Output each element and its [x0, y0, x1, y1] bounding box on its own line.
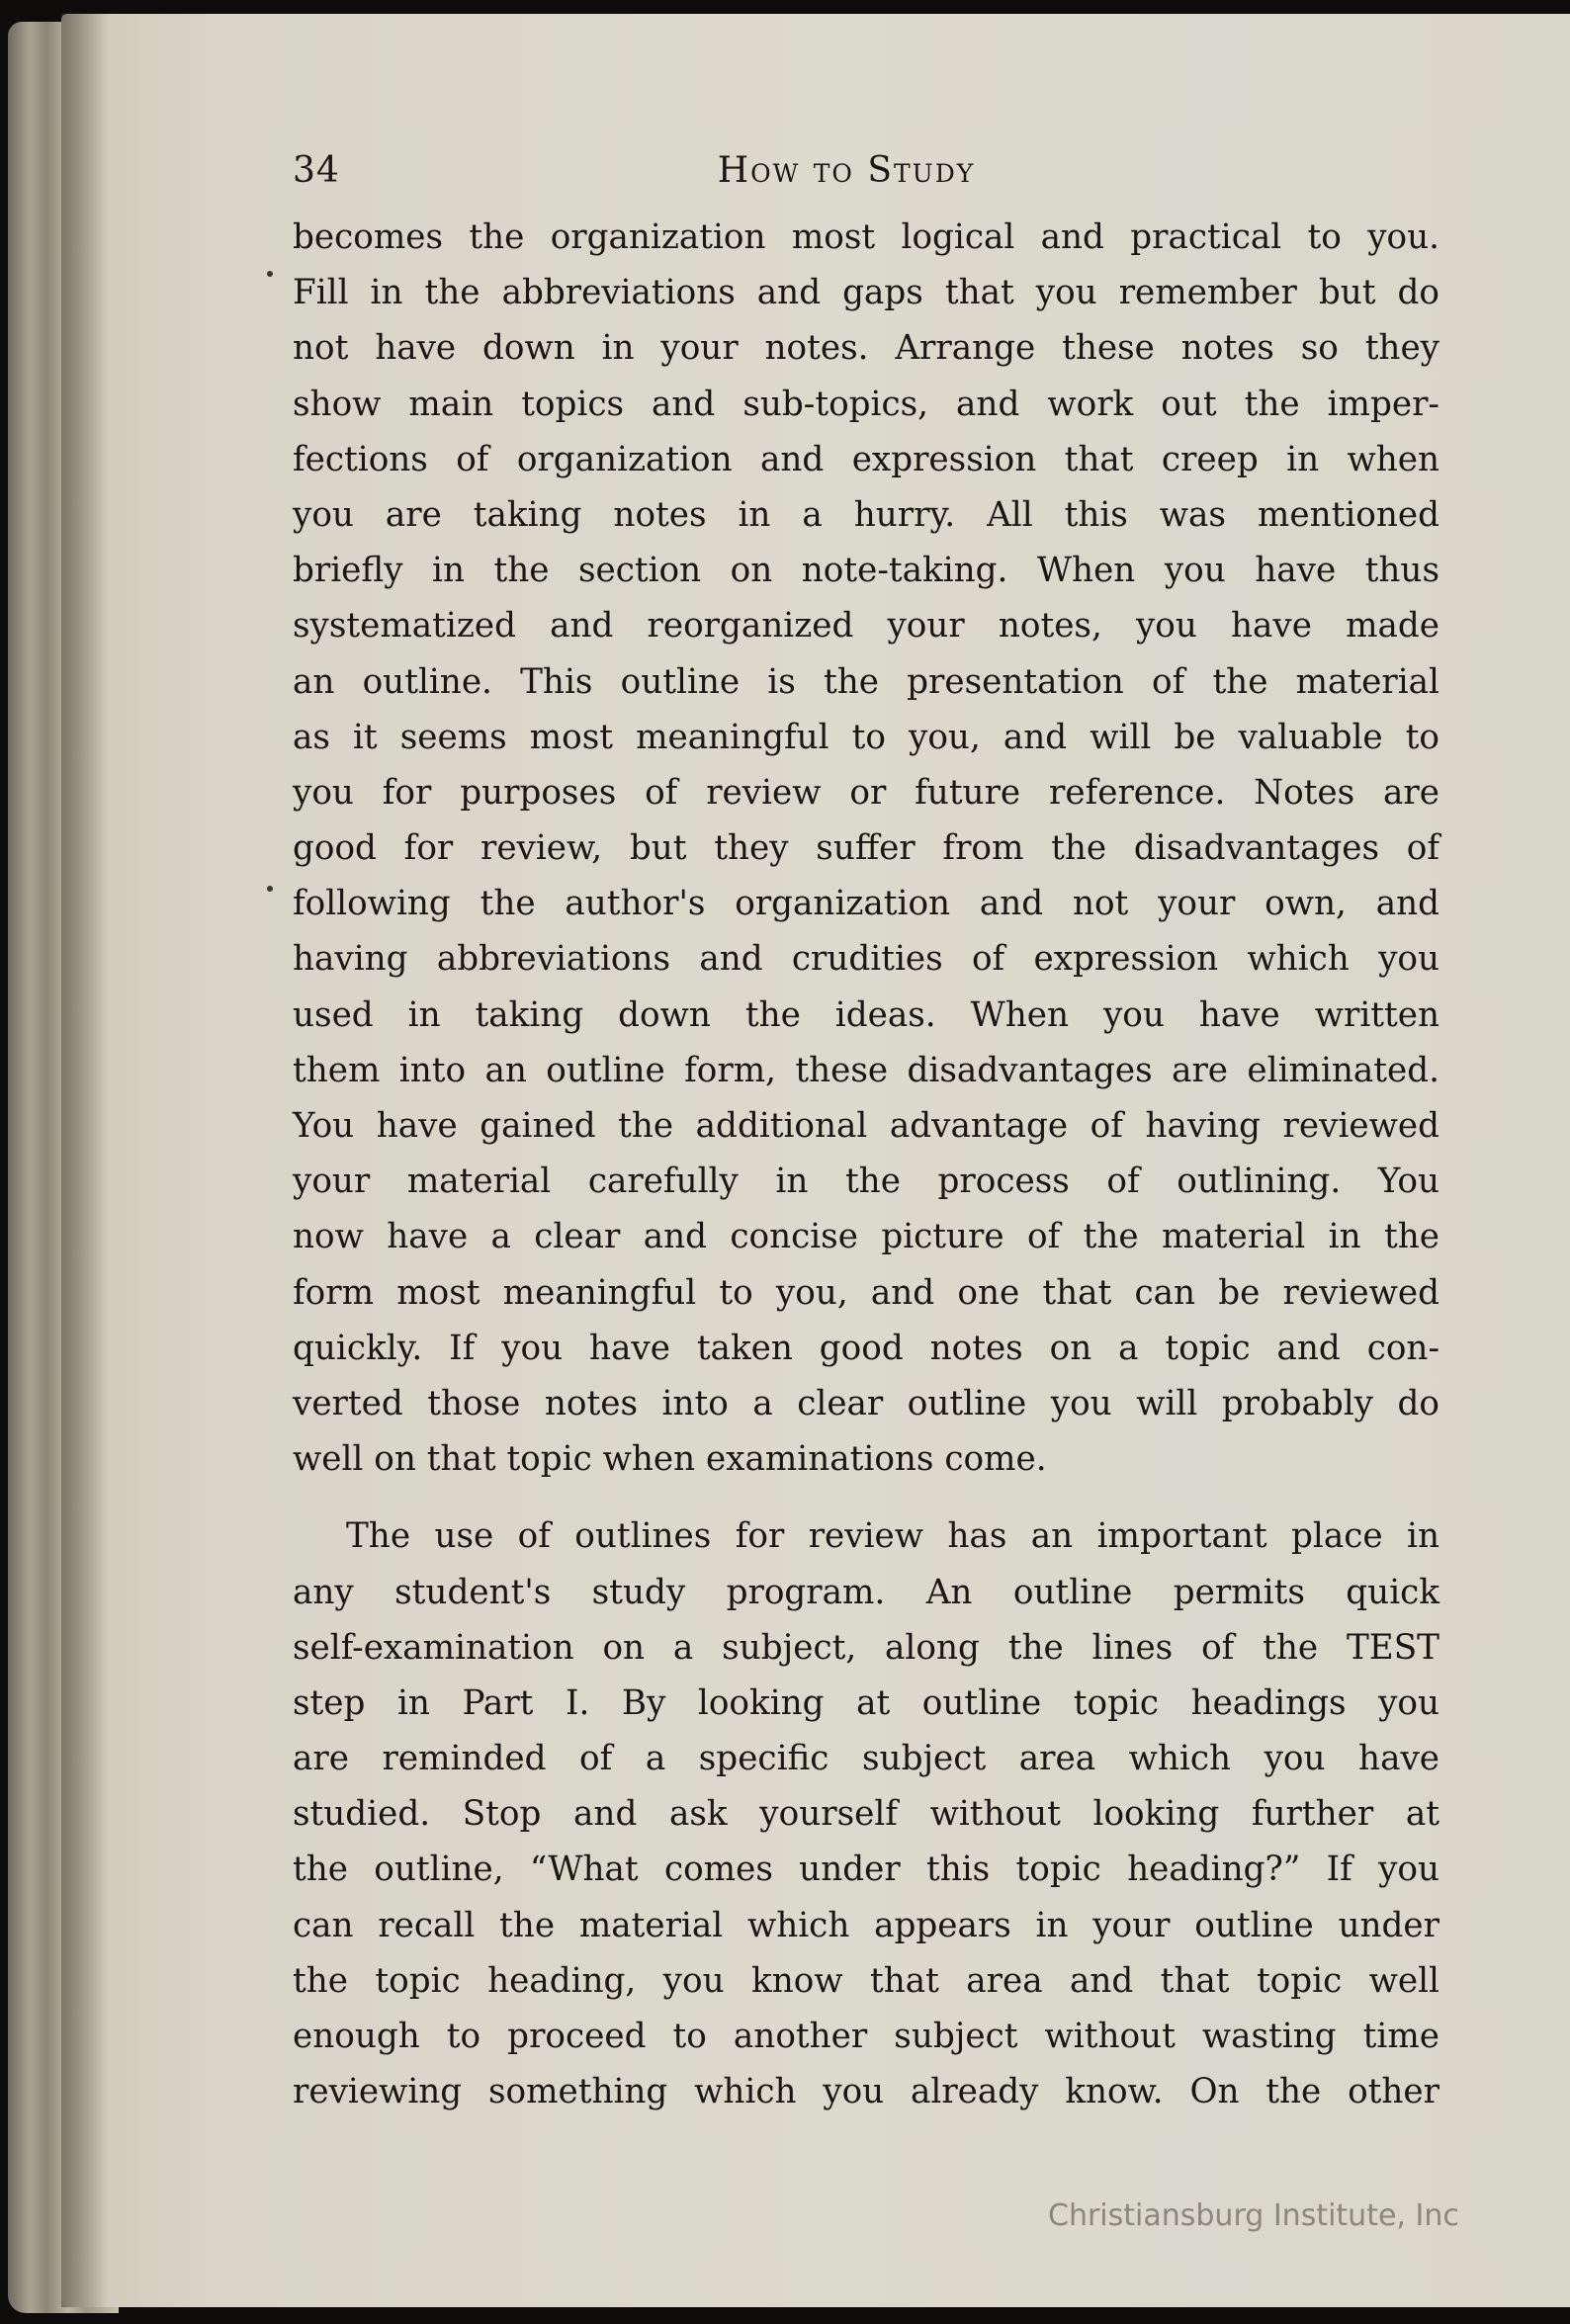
text-line: show main topics and sub-topics, and work out the imper- — [293, 384, 1439, 424]
text-line: the outline, “What comes under this topic heading?” If you — [293, 1850, 1439, 1890]
text-line: now have a clear and concise picture of the material in the — [293, 1217, 1439, 1257]
text-line: form most meaningful to you, and one that can be reviewed — [293, 1272, 1439, 1313]
text-line: having abbreviations and crudities of expression which you — [293, 939, 1439, 980]
text-line: studied. Stop and ask yourself without looking further at — [293, 1794, 1439, 1835]
text-line: systematized and reorganized your notes, you have made — [293, 606, 1439, 646]
text-line: fections of organization and expression that creep in when — [293, 439, 1439, 479]
text-line: the topic heading, you know that area and that topic well — [293, 1960, 1439, 2001]
text-line: becomes the organization most logical and practical to you. — [293, 217, 1439, 257]
running-header — [293, 146, 1439, 210]
text-line: Fill in the abbreviations and gaps that you remember but do — [293, 273, 1439, 313]
margin-mark — [267, 271, 273, 277]
text-line: You have gained the additional advantage of having reviewed — [293, 1106, 1439, 1146]
text-line: used in taking down the ideas. When you have written — [293, 994, 1439, 1035]
text-line: are reminded of a specific subject area which you have — [293, 1739, 1439, 1779]
text-line: as it seems most meaningful to you, and will be valuable to — [293, 717, 1439, 757]
text-line: reviewing something which you already know. On the other — [293, 2072, 1439, 2112]
text-line: them into an outline form, these disadvantages are eliminated. — [293, 1050, 1439, 1090]
running-title: How to Study — [717, 150, 976, 191]
text-line: The use of outlines for review has an important place in — [346, 1516, 1439, 1557]
paragraph-2 — [293, 1508, 1439, 2119]
text-line: enough to proceed to another subject without wasting time — [293, 2017, 1439, 2056]
text-line: well on that topic when examinations come. — [293, 1439, 1047, 1480]
text-line: can recall the material which appears in your outline under — [293, 1905, 1439, 1945]
text-line: your material carefully in the process of outlining. You — [293, 1162, 1439, 1202]
text-line: good for review, but they suffer from the disadvantages of — [293, 828, 1439, 869]
text-line: step in Part I. By looking at outline topic headings you — [293, 1682, 1439, 1723]
text-line: verted those notes into a clear outline you will probably do — [293, 1383, 1439, 1423]
text-line: an outline. This outline is the presentation of the material — [293, 661, 1439, 702]
gutter-shadow — [61, 14, 109, 2307]
text-line: quickly. If you have taken good notes on a topic and con- — [293, 1328, 1439, 1368]
paragraph-1 — [293, 210, 1439, 1487]
page-number: 34 — [293, 150, 340, 191]
watermark: Christiansburg Institute, Inc — [1048, 2198, 1459, 2233]
text-area — [293, 146, 1439, 2119]
text-line: you are taking notes in a hurry. All this was mentioned — [293, 494, 1439, 535]
text-line: briefly in the section on note-taking. When you have thus — [293, 551, 1439, 591]
text-line: self-examination on a subject, along the lines of the TEST — [293, 1627, 1439, 1668]
margin-mark — [267, 886, 273, 892]
text-line: not have down in your notes. Arrange these notes so they — [293, 328, 1439, 369]
text-line: following the author's organization and not your own, and — [293, 884, 1439, 924]
text-line: you for purposes of review or future reference. Notes are — [293, 772, 1439, 813]
text-line: any student's study program. An outline permits quick — [293, 1572, 1439, 1612]
